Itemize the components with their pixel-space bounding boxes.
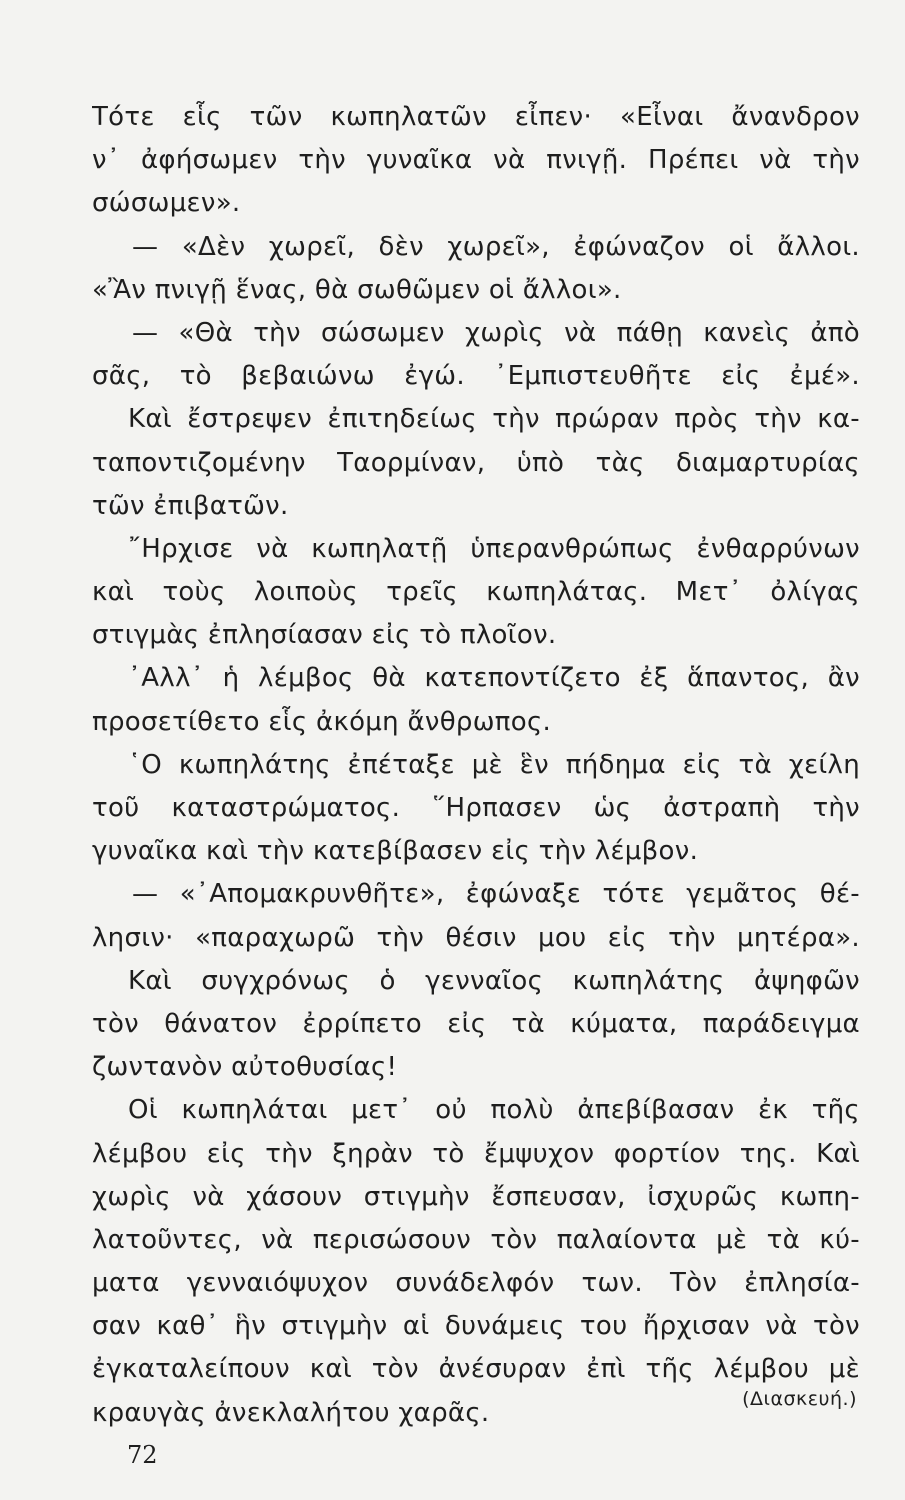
text-line: ἐγκαταλείπουν καὶ τὸν ἀνέσυραν ἐπὶ τῆς λέμβου μὲ <box>92 1354 860 1385</box>
text-line: ν᾽ ἀφήσωμεν τὴν γυναῖκα νὰ πνιγῇ. Πρέπει νὰ τὴν <box>92 145 860 176</box>
text-line: — «Θὰ τὴν σώσωμεν χωρὶς νὰ πάθῃ κανεὶς ἀπὸ <box>132 317 860 348</box>
text-line: ταποντιζομένην Ταορμίναν, ὑπὸ τὰς διαμαρτυρίας <box>92 447 860 478</box>
text-line: τῶν ἐπιβατῶν. <box>92 490 289 521</box>
text-line: σώσωμεν». <box>92 188 241 219</box>
text-line: κραυγὰς ἀνεκλαλήτου χαρᾶς. <box>92 1397 490 1428</box>
text-line: τὸν θάνατον ἐρρίπετο εἰς τὰ κύματα, παράδειγμα <box>92 1008 860 1039</box>
text-line: — «᾿Απομακρυνθῆτε», ἐφώναξε τότε γεμᾶτος θέ- <box>132 879 860 910</box>
page-number: 72 <box>127 1441 158 1469</box>
attribution-note: (Διασκευή.) <box>742 1388 857 1410</box>
text-line: Καὶ συγχρόνως ὁ γενναῖος κωπηλάτης ἀψηφῶν <box>128 965 860 996</box>
text-line: λατοῦντες, νὰ περισώσουν τὸν παλαίοντα μὲ τὰ κύ- <box>92 1224 860 1255</box>
text-line: σᾶς, τὸ βεβαιώνω ἐγώ. ᾿Εμπιστευθῆτε εἰς ἐμέ». <box>92 361 860 392</box>
text-line: καὶ τοὺς λοιποὺς τρεῖς κωπηλάτας. Μετ᾽ ὀλίγας <box>92 577 860 608</box>
text-line: λησιν· «παραχωρῶ τὴν θέσιν μου εἰς τὴν μητέρα». <box>92 922 860 953</box>
text-line: «Ἂν πνιγῇ ἕνας, θὰ σωθῶμεν οἱ ἄλλοι». <box>92 274 622 305</box>
text-line: τοῦ καταστρώματος. ῞Ηρπασεν ὡς ἀστραπὴ τὴν <box>92 793 860 823</box>
text-line: ζωντανὸν αὐτοθυσίας! <box>92 1052 398 1083</box>
story-text <box>92 96 860 1435</box>
text-line: ῾Ο κωπηλάτης ἐπέταξε μὲ ἓν πήδημα εἰς τὰ χείλη <box>128 749 860 780</box>
text-line: χωρὶς νὰ χάσουν στιγμὴν ἔσπευσαν, ἰσχυρῶς κωπη- <box>92 1181 860 1212</box>
text-line: στιγμὰς ἐπλησίασαν εἰς τὸ πλοῖον. <box>92 620 557 651</box>
text-line: — «Δὲν χωρεῖ, δὲν χωρεῖ», ἐφώναζον οἱ ἄλλοι. <box>132 231 860 262</box>
text-line: Οἱ κωπηλάται μετ᾽ οὐ πολὺ ἀπεβίβασαν ἐκ τῆς <box>128 1095 860 1126</box>
text-line: ᾿Αλλ᾽ ἡ λέμβος θὰ κατεποντίζετο ἐξ ἅπαντος, ἂν <box>128 663 860 694</box>
text-line: ῎Ηρχισε νὰ κωπηλατῇ ὑπερανθρώπως ἐνθαρρύνων <box>128 533 860 564</box>
text-line: λέμβου εἰς τὴν ξηρὰν τὸ ἔμψυχον φορτίον της. Καὶ <box>92 1138 860 1169</box>
text-line: προσετίθετο εἷς ἀκόμη ἄνθρωπος. <box>92 706 552 737</box>
text-line: σαν καθ᾽ ἣν στιγμὴν αἱ δυνάμεις του ἤρχισαν νὰ τὸν <box>92 1311 860 1342</box>
text-line: ματα γενναιόψυχον συνάδελφόν των. Τὸν ἐπλησία- <box>92 1268 860 1299</box>
text-line: Καὶ ἔστρεψεν ἐπιτηδείως τὴν πρώραν πρὸς τὴν κα- <box>128 404 860 435</box>
text-line: Τότε εἷς τῶν κωπηλατῶν εἶπεν· «Εἶναι ἄνανδρον <box>92 102 860 132</box>
text-line: γυναῖκα καὶ τὴν κατεβίβασεν εἰς τὴν λέμβον. <box>92 836 699 867</box>
